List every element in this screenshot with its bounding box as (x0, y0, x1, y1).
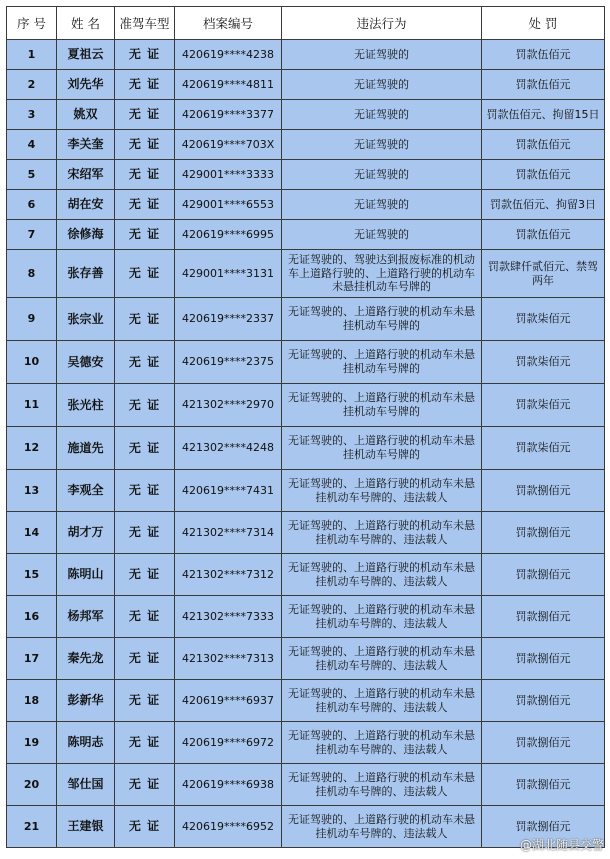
violation-text: 无证驾驶的、上道路行驶的机动车未悬挂机动车号牌的 (282, 298, 482, 341)
license-type: 无 证 (115, 160, 175, 190)
license-type: 无 证 (115, 100, 175, 130)
table-row (7, 341, 605, 384)
person-name: 李观全 (57, 470, 115, 512)
violation-text: 无证驾驶的 (282, 130, 482, 160)
license-type: 无 证 (115, 554, 175, 596)
license-type: 无 证 (115, 806, 175, 848)
header-name: 姓 名 (57, 7, 115, 40)
row-number: 15 (7, 554, 57, 596)
row-number: 9 (7, 298, 57, 341)
file-number: 420619****2375 (175, 341, 282, 384)
license-type: 无 证 (115, 470, 175, 512)
penalty-text: 罚款伍佰元 (482, 160, 605, 190)
file-number: 421302****4248 (175, 427, 282, 470)
violation-text: 无证驾驶的 (282, 100, 482, 130)
license-type: 无 证 (115, 764, 175, 806)
violation-text: 无证驾驶的 (282, 70, 482, 100)
table-row (7, 427, 605, 470)
row-number: 16 (7, 596, 57, 638)
file-number: 421302****2970 (175, 384, 282, 427)
license-type: 无 证 (115, 341, 175, 384)
table-row (7, 722, 605, 764)
penalty-text: 罚款捌佰元 (482, 554, 605, 596)
table-row (7, 638, 605, 680)
license-type: 无 证 (115, 220, 175, 250)
license-type: 无 证 (115, 40, 175, 70)
table-row (7, 764, 605, 806)
row-number: 3 (7, 100, 57, 130)
file-number: 429001****3333 (175, 160, 282, 190)
license-type: 无 证 (115, 250, 175, 298)
license-type: 无 证 (115, 130, 175, 160)
row-number: 8 (7, 250, 57, 298)
file-number: 421302****7333 (175, 596, 282, 638)
penalty-text: 罚款捌佰元 (482, 638, 605, 680)
penalty-text: 罚款捌佰元 (482, 596, 605, 638)
header-no: 序 号 (7, 7, 57, 40)
penalty-text: 罚款伍佰元 (482, 220, 605, 250)
header-violation: 违法行为 (282, 7, 482, 40)
table-row (7, 100, 605, 130)
violation-text: 无证驾驶的 (282, 220, 482, 250)
file-number: 429001****3131 (175, 250, 282, 298)
header-license-type: 准驾车型 (115, 7, 175, 40)
file-number: 421302****7312 (175, 554, 282, 596)
penalty-text: 罚款柒佰元 (482, 384, 605, 427)
person-name: 秦先龙 (57, 638, 115, 680)
penalty-text: 罚款伍佰元 (482, 70, 605, 100)
penalty-text: 罚款伍佰元 (482, 40, 605, 70)
penalty-text: 罚款捌佰元 (482, 806, 605, 848)
license-type: 无 证 (115, 298, 175, 341)
table-row (7, 40, 605, 70)
violation-text: 无证驾驶的、上道路行驶的机动车未悬挂机动车号牌的、违法载人 (282, 596, 482, 638)
violation-text: 无证驾驶的 (282, 40, 482, 70)
table-row (7, 298, 605, 341)
row-number: 2 (7, 70, 57, 100)
table-row (7, 160, 605, 190)
person-name: 李关奎 (57, 130, 115, 160)
row-number: 13 (7, 470, 57, 512)
penalty-text: 罚款捌佰元 (482, 512, 605, 554)
violation-text: 无证驾驶的、上道路行驶的机动车未悬挂机动车号牌的 (282, 384, 482, 427)
header-file-number: 档案编号 (175, 7, 282, 40)
violation-text: 无证驾驶的、上道路行驶的机动车未悬挂机动车号牌的、违法载人 (282, 470, 482, 512)
person-name: 胡在安 (57, 190, 115, 220)
penalty-text: 罚款伍佰元、拘留3日 (482, 190, 605, 220)
license-type: 无 证 (115, 384, 175, 427)
row-number: 19 (7, 722, 57, 764)
penalty-text: 罚款柒佰元 (482, 298, 605, 341)
violation-text: 无证驾驶的、上道路行驶的机动车未悬挂机动车号牌的 (282, 341, 482, 384)
file-number: 420619****4238 (175, 40, 282, 70)
file-number: 420619****6952 (175, 806, 282, 848)
row-number: 5 (7, 160, 57, 190)
penalty-text: 罚款肆仟贰佰元、禁驾两年 (482, 250, 605, 298)
table-row (7, 680, 605, 722)
license-type: 无 证 (115, 427, 175, 470)
file-number: 421302****7314 (175, 512, 282, 554)
person-name: 杨邦军 (57, 596, 115, 638)
file-number: 420619****6995 (175, 220, 282, 250)
license-type: 无 证 (115, 722, 175, 764)
violation-table (6, 6, 605, 848)
penalty-text: 罚款伍佰元 (482, 130, 605, 160)
file-number: 420619****4811 (175, 70, 282, 100)
license-type: 无 证 (115, 190, 175, 220)
person-name: 陈明山 (57, 554, 115, 596)
file-number: 420619****2337 (175, 298, 282, 341)
person-name: 刘先华 (57, 70, 115, 100)
table-body (7, 40, 605, 848)
file-number: 429001****6553 (175, 190, 282, 220)
row-number: 20 (7, 764, 57, 806)
table-row (7, 470, 605, 512)
person-name: 夏祖云 (57, 40, 115, 70)
table-row (7, 596, 605, 638)
penalty-text: 罚款柒佰元 (482, 427, 605, 470)
row-number: 21 (7, 806, 57, 848)
row-number: 18 (7, 680, 57, 722)
person-name: 徐修海 (57, 220, 115, 250)
penalty-text: 罚款伍佰元、拘留15日 (482, 100, 605, 130)
header-penalty: 处 罚 (482, 7, 605, 40)
file-number: 420619****703X (175, 130, 282, 160)
person-name: 姚双 (57, 100, 115, 130)
person-name: 张宗业 (57, 298, 115, 341)
person-name: 吴德安 (57, 341, 115, 384)
table-row (7, 384, 605, 427)
file-number: 420619****3377 (175, 100, 282, 130)
violation-text: 无证驾驶的、上道路行驶的机动车未悬挂机动车号牌的、违法载人 (282, 722, 482, 764)
row-number: 14 (7, 512, 57, 554)
row-number: 4 (7, 130, 57, 160)
penalty-text: 罚款捌佰元 (482, 722, 605, 764)
violation-text: 无证驾驶的、上道路行驶的机动车未悬挂机动车号牌的、违法载人 (282, 512, 482, 554)
license-type: 无 证 (115, 596, 175, 638)
person-name: 张光柱 (57, 384, 115, 427)
license-type: 无 证 (115, 680, 175, 722)
person-name: 邹仕国 (57, 764, 115, 806)
row-number: 17 (7, 638, 57, 680)
violation-text: 无证驾驶的、驾驶达到报废标准的机动车上道路行驶的、上道路行驶的机动车未悬挂机动车号牌的 (282, 250, 482, 298)
row-number: 10 (7, 341, 57, 384)
file-number: 420619****6938 (175, 764, 282, 806)
violation-text: 无证驾驶的、上道路行驶的机动车未悬挂机动车号牌的、违法载人 (282, 554, 482, 596)
person-name: 张存善 (57, 250, 115, 298)
penalty-text: 罚款捌佰元 (482, 680, 605, 722)
table-row (7, 130, 605, 160)
person-name: 彭新华 (57, 680, 115, 722)
person-name: 胡才万 (57, 512, 115, 554)
violation-text: 无证驾驶的、上道路行驶的机动车未悬挂机动车号牌的、违法载人 (282, 638, 482, 680)
penalty-text: 罚款捌佰元 (482, 470, 605, 512)
license-type: 无 证 (115, 512, 175, 554)
table-row (7, 250, 605, 298)
table-row (7, 220, 605, 250)
file-number: 420619****6972 (175, 722, 282, 764)
person-name: 施道先 (57, 427, 115, 470)
table-row (7, 70, 605, 100)
row-number: 11 (7, 384, 57, 427)
row-number: 12 (7, 427, 57, 470)
file-number: 420619****6937 (175, 680, 282, 722)
row-number: 6 (7, 190, 57, 220)
person-name: 宋绍军 (57, 160, 115, 190)
license-type: 无 证 (115, 70, 175, 100)
person-name: 陈明志 (57, 722, 115, 764)
violation-text: 无证驾驶的、上道路行驶的机动车未悬挂机动车号牌的、违法载人 (282, 764, 482, 806)
watermark-text: @湖北随县交警 (519, 838, 604, 852)
penalty-text: 罚款捌佰元 (482, 764, 605, 806)
person-name: 王建银 (57, 806, 115, 848)
file-number: 421302****7313 (175, 638, 282, 680)
violation-text: 无证驾驶的、上道路行驶的机动车未悬挂机动车号牌的、违法载人 (282, 680, 482, 722)
violation-text: 无证驾驶的、上道路行驶的机动车未悬挂机动车号牌的 (282, 427, 482, 470)
violation-list (6, 6, 604, 848)
table-row (7, 190, 605, 220)
row-number: 1 (7, 40, 57, 70)
violation-text: 无证驾驶的、上道路行驶的机动车未悬挂机动车号牌的、违法载人 (282, 806, 482, 848)
table-row (7, 512, 605, 554)
violation-text: 无证驾驶的 (282, 190, 482, 220)
license-type: 无 证 (115, 638, 175, 680)
header-row (7, 7, 605, 40)
file-number: 420619****7431 (175, 470, 282, 512)
violation-text: 无证驾驶的 (282, 160, 482, 190)
penalty-text: 罚款柒佰元 (482, 341, 605, 384)
row-number: 7 (7, 220, 57, 250)
table-row (7, 806, 605, 848)
table-row (7, 554, 605, 596)
